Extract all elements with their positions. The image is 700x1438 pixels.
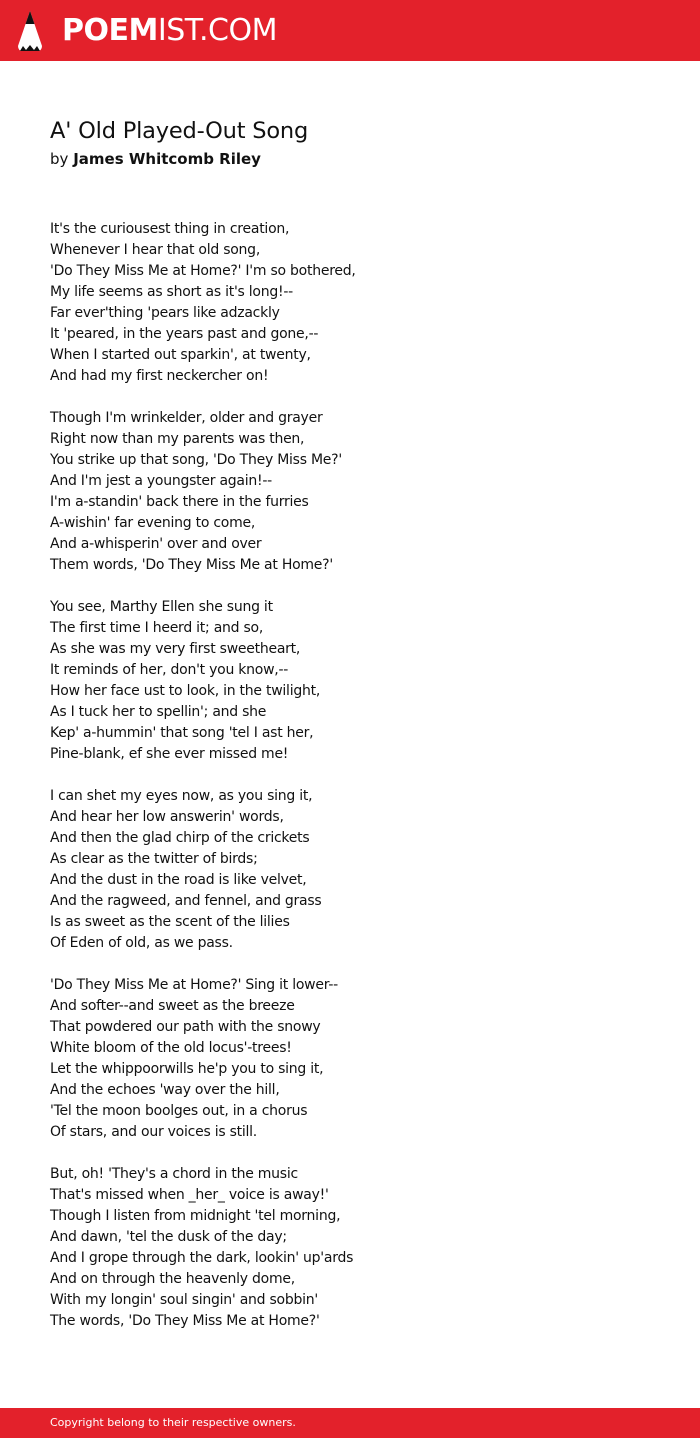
poem-line: And the ragweed, and fennel, and grass <box>50 893 322 909</box>
poem-line: 'Do They Miss Me at Home?' Sing it lower-- <box>50 977 338 993</box>
poem-line: The words, 'Do They Miss Me at Home?' <box>50 1313 320 1329</box>
poem-line: Of Eden of old, as we pass. <box>50 935 233 951</box>
poem-line: And the echoes 'way over the hill, <box>50 1082 280 1098</box>
site-footer <box>0 1408 700 1438</box>
poem-line: I'm a-standin' back there in the furries <box>50 494 309 510</box>
poem-byline <box>50 149 261 169</box>
poem-line: With my longin' soul singin' and sobbin' <box>50 1292 318 1308</box>
poem-stanza <box>50 786 650 954</box>
poem-line: Though I'm wrinkelder, older and grayer <box>50 410 323 426</box>
poem-line: That's missed when _her_ voice is away!' <box>50 1187 329 1203</box>
poem-line: Of stars, and our voices is still. <box>50 1124 257 1140</box>
poem-line: And had my first neckercher on! <box>50 368 269 384</box>
pencil-tip-icon[interactable] <box>17 10 43 52</box>
poem-author[interactable]: James Whitcomb Riley <box>73 150 261 168</box>
poem-line: Let the whippoorwills he'p you to sing it, <box>50 1061 324 1077</box>
copyright-notice: Copyright belong to their respective owners. <box>50 1416 296 1429</box>
poem-stanza <box>50 219 650 387</box>
poem-line: 'Do They Miss Me at Home?' I'm so bothered, <box>50 263 356 279</box>
poem-line: And I'm jest a youngster again!-- <box>50 473 272 489</box>
logo-text-light: IST.COM <box>157 13 277 48</box>
poem-line: You strike up that song, 'Do They Miss Me?' <box>50 452 342 468</box>
poem-line: And hear her low answerin' words, <box>50 809 284 825</box>
poem-line: Pine-blank, ef she ever missed me! <box>50 746 289 762</box>
site-logo[interactable] <box>62 13 277 49</box>
poem-line: Is as sweet as the scent of the lilies <box>50 914 290 930</box>
poem-line: Them words, 'Do They Miss Me at Home?' <box>50 557 333 573</box>
poem-line: As I tuck her to spellin'; and she <box>50 704 267 720</box>
poem-line: It 'peared, in the years past and gone,-- <box>50 326 319 342</box>
poem-line: When I started out sparkin', at twenty, <box>50 347 311 363</box>
poem-line: You see, Marthy Ellen she sung it <box>50 599 273 615</box>
logo-text-bold: POEM <box>62 13 158 48</box>
poem-body <box>50 219 650 1353</box>
poem-line: Right now than my parents was then, <box>50 431 305 447</box>
poem-line: How her face ust to look, in the twilight, <box>50 683 321 699</box>
poem-line: My life seems as short as it's long!-- <box>50 284 293 300</box>
poem-line: And softer--and sweet as the breeze <box>50 998 295 1014</box>
site-header <box>0 0 700 61</box>
poem-line: It reminds of her, don't you know,-- <box>50 662 289 678</box>
byline-prefix: by <box>50 150 69 168</box>
poem-line: As clear as the twitter of birds; <box>50 851 258 867</box>
poem-line: White bloom of the old locus'-trees! <box>50 1040 292 1056</box>
poem-line: The first time I heerd it; and so, <box>50 620 264 636</box>
poem-line: And I grope through the dark, lookin' up'ards <box>50 1250 354 1266</box>
poem-title: A' Old Played-Out Song <box>50 118 309 144</box>
poem-stanza <box>50 597 650 765</box>
poem-line: I can shet my eyes now, as you sing it, <box>50 788 313 804</box>
poem-line: Kep' a-hummin' that song 'tel I ast her, <box>50 725 314 741</box>
poem-stanza <box>50 1164 650 1332</box>
poem-line: That powdered our path with the snowy <box>50 1019 321 1035</box>
poem-line: A-wishin' far evening to come, <box>50 515 256 531</box>
poem-line: And the dust in the road is like velvet, <box>50 872 307 888</box>
poem-line: And on through the heavenly dome, <box>50 1271 295 1287</box>
poem-line: And a-whisperin' over and over <box>50 536 262 552</box>
poem-stanza <box>50 975 650 1143</box>
poem-stanza <box>50 408 650 576</box>
poem-line: 'Tel the moon boolges out, in a chorus <box>50 1103 308 1119</box>
poem-line: And then the glad chirp of the crickets <box>50 830 310 846</box>
poem-line: Though I listen from midnight 'tel morning, <box>50 1208 341 1224</box>
poem-line: As she was my very first sweetheart, <box>50 641 301 657</box>
poem-line: But, oh! 'They's a chord in the music <box>50 1166 298 1182</box>
poem-line: Whenever I hear that old song, <box>50 242 261 258</box>
poem-line: It's the curiousest thing in creation, <box>50 221 290 237</box>
poem-line: And dawn, 'tel the dusk of the day; <box>50 1229 287 1245</box>
poem-line: Far ever'thing 'pears like adzackly <box>50 305 280 321</box>
